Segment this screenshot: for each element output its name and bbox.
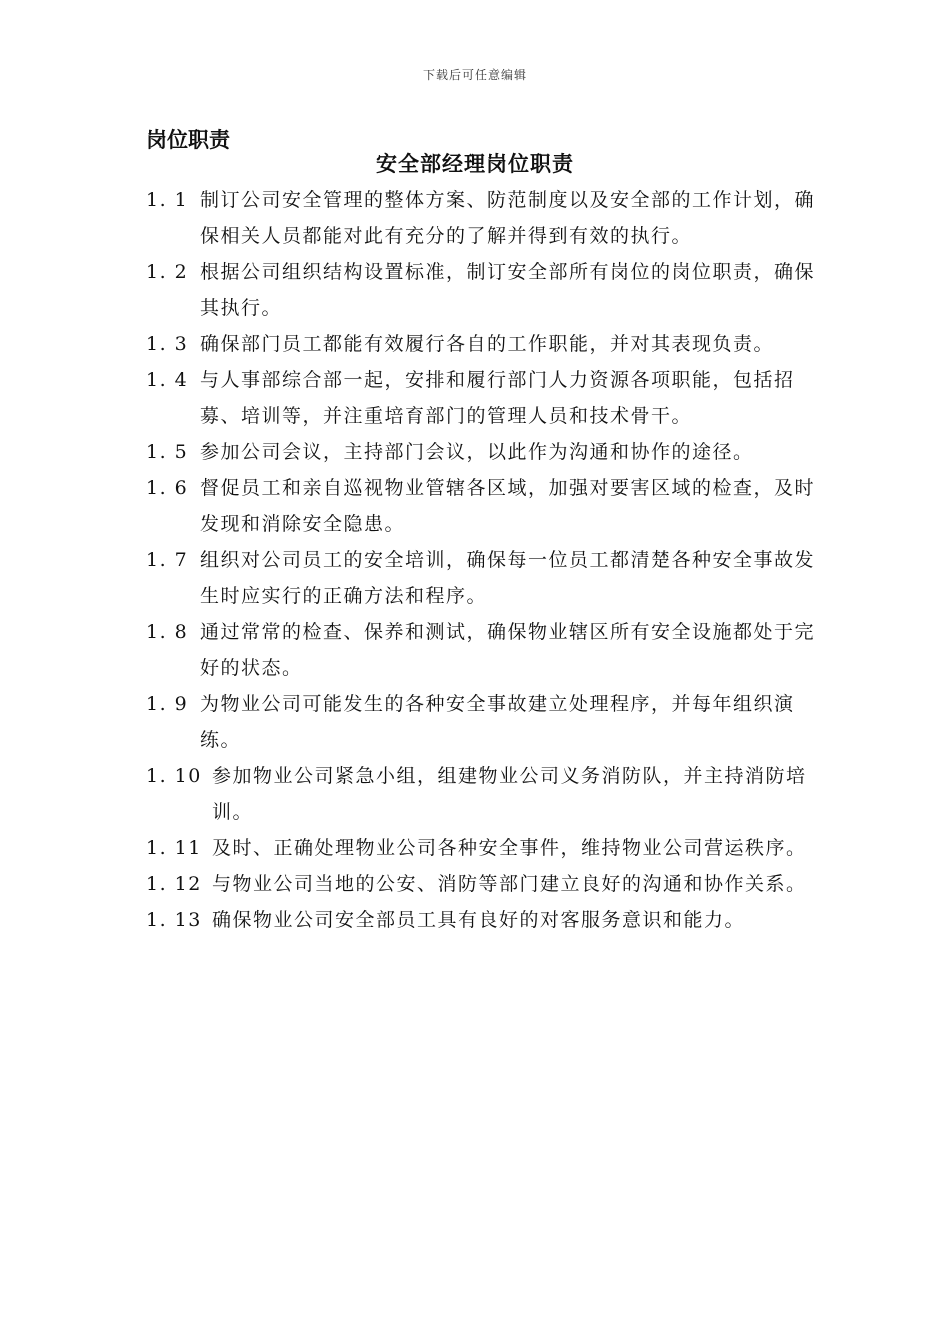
duty-text: 督促员工和亲自巡视物业管辖各区域，加强对要害区域的检查，及时发现和消除安全隐患。 (200, 477, 816, 535)
duty-text: 组织对公司员工的安全培训，确保每一位员工都清楚各种安全事故发生时应实行的正确方法和程序。 (200, 549, 816, 607)
duty-number: 1. 9 (146, 693, 189, 715)
duty-number: 1. 13 (146, 909, 202, 931)
duty-text: 参加公司会议，主持部门会议，以此作为沟通和协作的途径。 (200, 441, 754, 463)
duty-number: 1. 2 (146, 261, 189, 283)
duty-item (146, 686, 826, 758)
duty-item (146, 254, 826, 326)
duty-item (146, 434, 826, 470)
duty-item (146, 614, 826, 686)
duty-text: 确保物业公司安全部员工具有良好的对客服务意识和能力。 (212, 909, 746, 931)
duty-text: 制订公司安全管理的整体方案、防范制度以及安全部的工作计划，确保相关人员都能对此有充分的了解并得到有效的执行。 (200, 189, 816, 247)
duty-number: 1. 3 (146, 333, 189, 355)
duty-text: 根据公司组织结构设置标准，制订安全部所有岗位的岗位职责，确保其执行。 (200, 261, 816, 319)
document-title: 安全部经理岗位职责 (376, 151, 574, 176)
duty-text: 及时、正确处理物业公司各种安全事件，维持物业公司营运秩序。 (212, 837, 807, 859)
duty-number: 1. 12 (146, 873, 202, 895)
duty-list (146, 182, 826, 938)
duty-text: 与物业公司当地的公安、消防等部门建立良好的沟通和协作关系。 (212, 873, 807, 895)
duty-item (146, 182, 826, 254)
duty-number: 1. 1 (146, 189, 189, 211)
duty-text: 为物业公司可能发生的各种安全事故建立处理程序，并每年组织演练。 (200, 693, 795, 751)
duty-number: 1. 10 (146, 765, 202, 787)
duty-item (146, 326, 826, 362)
duty-item (146, 866, 826, 902)
duty-item (146, 830, 826, 866)
duty-text: 参加物业公司紧急小组，组建物业公司义务消防队，并主持消防培训。 (212, 765, 807, 823)
duty-item (146, 758, 826, 830)
duty-text: 与人事部综合部一起，安排和履行部门人力资源各项职能，包括招募、培训等，并注重培育部门的管理人员和技术骨干。 (200, 369, 795, 427)
duty-number: 1. 5 (146, 441, 189, 463)
page-header-note: 下载后可任意编辑 (422, 68, 527, 82)
section-heading: 岗位职责 (146, 127, 230, 152)
duty-item (146, 542, 826, 614)
duty-number: 1. 7 (146, 549, 189, 571)
duty-text: 通过常常的检查、保养和测试，确保物业辖区所有安全设施都处于完好的状态。 (200, 621, 816, 679)
duty-item (146, 470, 826, 542)
duty-number: 1. 6 (146, 477, 189, 499)
duty-text: 确保部门员工都能有效履行各自的工作职能，并对其表现负责。 (200, 333, 775, 355)
duty-item (146, 902, 826, 938)
duty-item (146, 362, 826, 434)
duty-number: 1. 8 (146, 621, 189, 643)
duty-number: 1. 4 (146, 369, 189, 391)
duty-number: 1. 11 (146, 837, 202, 859)
